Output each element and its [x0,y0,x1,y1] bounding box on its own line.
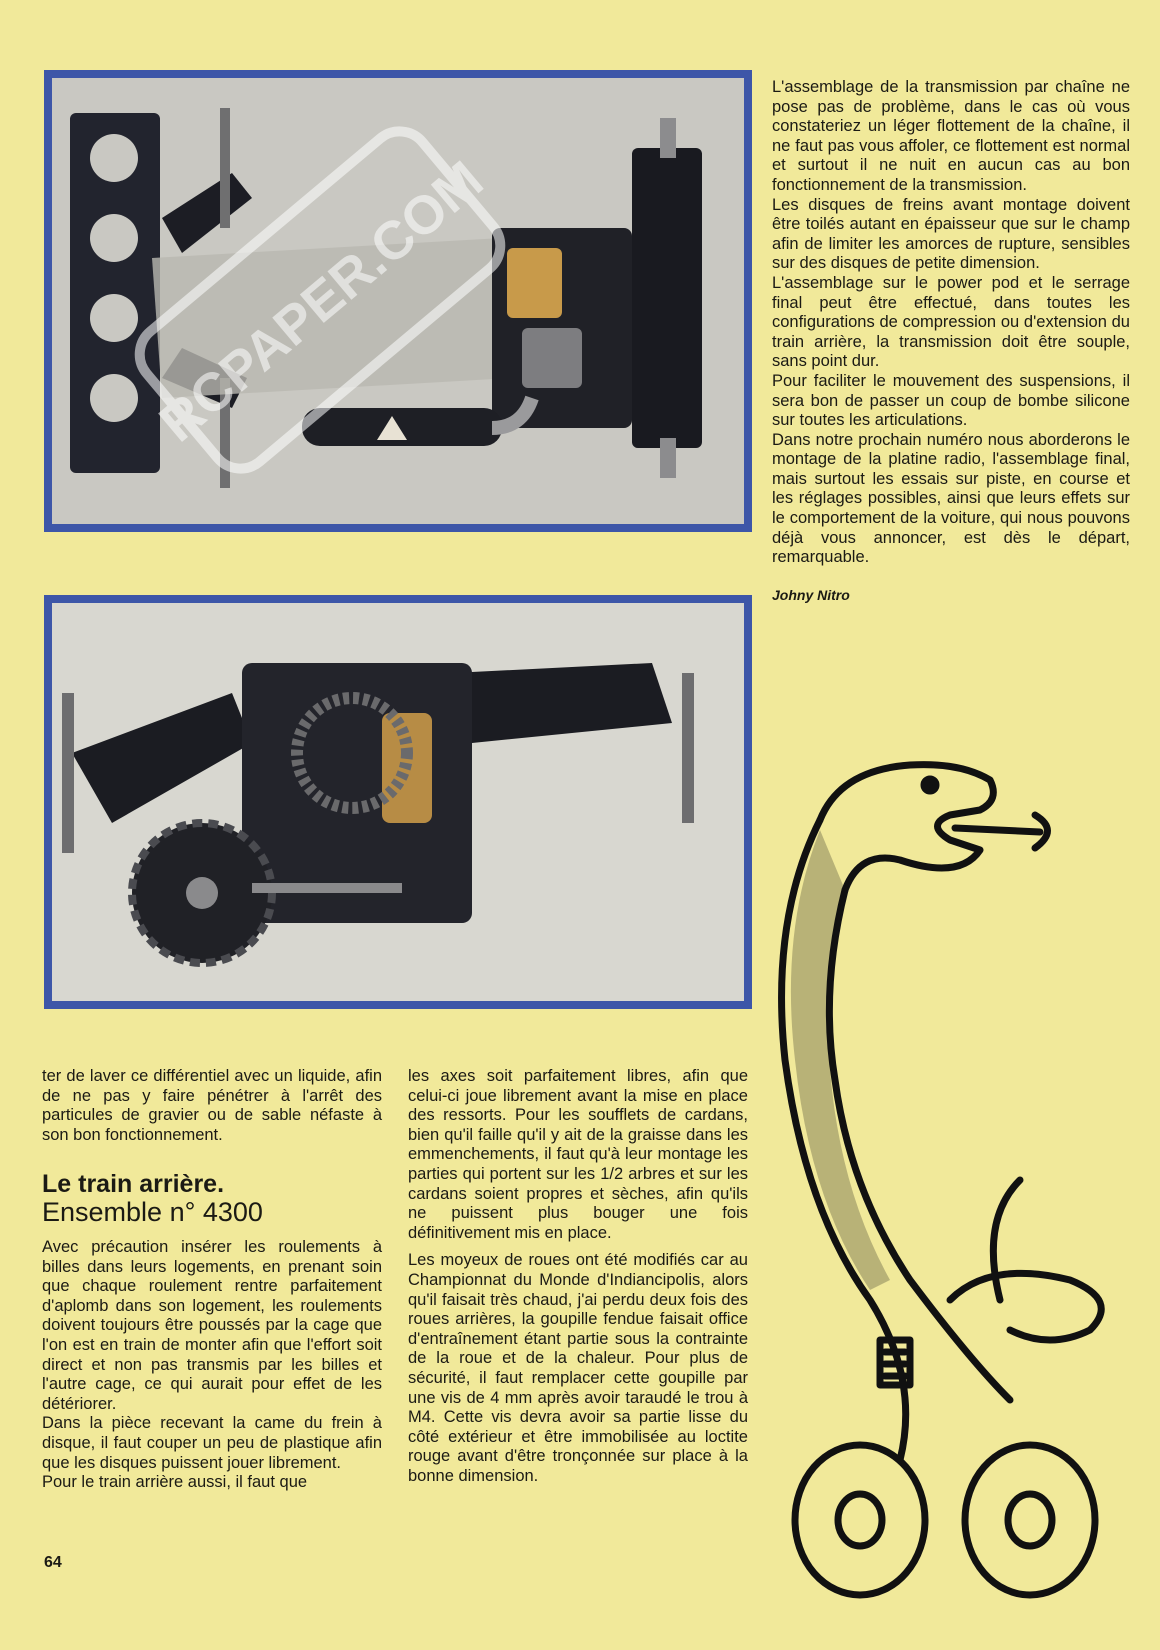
section-heading [42,1171,382,1226]
watermark-text: RCPAPER.COM [148,149,495,454]
photo-rear-axle [44,595,752,1009]
author-signature: Johny Nitro [772,586,850,603]
right-paragraph-3: L'assemblage sur le power pod et le serrage final peut être effectué, dans toutes les configurations de compression ou d'extension du train arrière, la transmission doit être souple, sans point dur. [772,273,1130,371]
middle-paragraph-1: les axes soit parfaitement libres, afin que celui-ci joue librement avant la mise en place des ressorts. Pour les soufflets de cardans, bien qu'il faille qu'il y ait de la graisse dans les emmenchements, il faut qu'à leur montage les parties qui portent sur les 1/2 arbres et sur les cardans soient propres et sèches, afin qu'ils ne puissent plus bouger une fois définitivement mis en place. [408,1067,748,1242]
middle-text-column [408,1067,748,1486]
photo-rear-axle-image [52,603,744,1001]
right-paragraph-5: Dans notre prochain numéro nous aborderons le montage de la platine radio, l'assemblage final, mais surtout les essais sur piste, en course et les réglages possibles, ainsi que leurs effets sur le comportement de la voiture, qui nous pouvons déjà vous annoncer, est dès le départ, remarquable. [772,430,1130,567]
middle-paragraph-2: Les moyeux de roues ont été modifiés car au Championnat du Monde d'Indiancipolis, alors qu'il faisait très chaud, j'ai perdu deux fois des roues arrières, la goupille fendue faisait office d'entraînement étant partie sous la contrainte de la roue et de la chaleur. Pour plus de sécurité, il faut remplacer cette goupille par une vis de 4 mm après avoir taraudé le trou à M4. Cette vis devra avoir sa partie lisse du côté extérieur et être immobilisée au loctite rouge avant d'être tronçonnée sur place à la bonne dimension. [408,1251,748,1485]
rear-axle-illustration [52,603,744,1001]
right-paragraph-1: L'assemblage de la transmission par chaîne ne pose pas de problème, dans le cas où vous constateriez un léger flottement de la chaîne, il ne faut pas vous affoler, ce flottement est normal et surtout il ne nuit en aucun cas au bon fonctionnement de la transmission. [772,78,1130,194]
watermark-stamp [115,95,525,505]
left-paragraph-1: Avec précaution insérer les roulements à billes dans leurs logements, en prenant soin que chaque roulement rentre parfaitement d'aplomb dans son logement, les roulements doivent toujours être poussés par la cage que l'on est en train de monter afin que l'effort soit direct et non pas transmis par les billes et l'autre cage, ce qui aurait pour effet de les détériorer. [42,1237,382,1413]
snake-cartoon-illustration [750,740,1150,1620]
section-heading-line-1: Le train arrière. [42,1170,225,1199]
left-text-column [42,1067,382,1493]
left-paragraph-3: Pour le train arrière aussi, il faut que [42,1473,308,1492]
page-number: 64 [44,1554,62,1571]
right-paragraph-4: Pour faciliter le mouvement des suspensions, il sera bon de passer un coup de bombe silicone sur toutes les articulations. [772,371,1130,430]
section-heading-line-2: Ensemble n° 4300 [42,1196,263,1227]
right-paragraph-2: Les disques de freins avant montage doivent être toilés autant en épaisseur que sur le champ afin de limiter les amorces de rupture, sensibles sur des disques de petite dimension. [772,195,1130,273]
left-intro-paragraph: ter de laver ce différentiel avec un liquide, afin de ne pas y faire pénétrer à l'arrêt des particules de gravier ou de sable néfaste à son bon fonctionnement. [42,1067,382,1144]
right-text-column [772,78,1130,605]
left-paragraph-2: Dans la pièce recevant la came du frein à disque, il faut couper un peu de plastique afin que les disques puissent jouer librement. [42,1414,382,1472]
